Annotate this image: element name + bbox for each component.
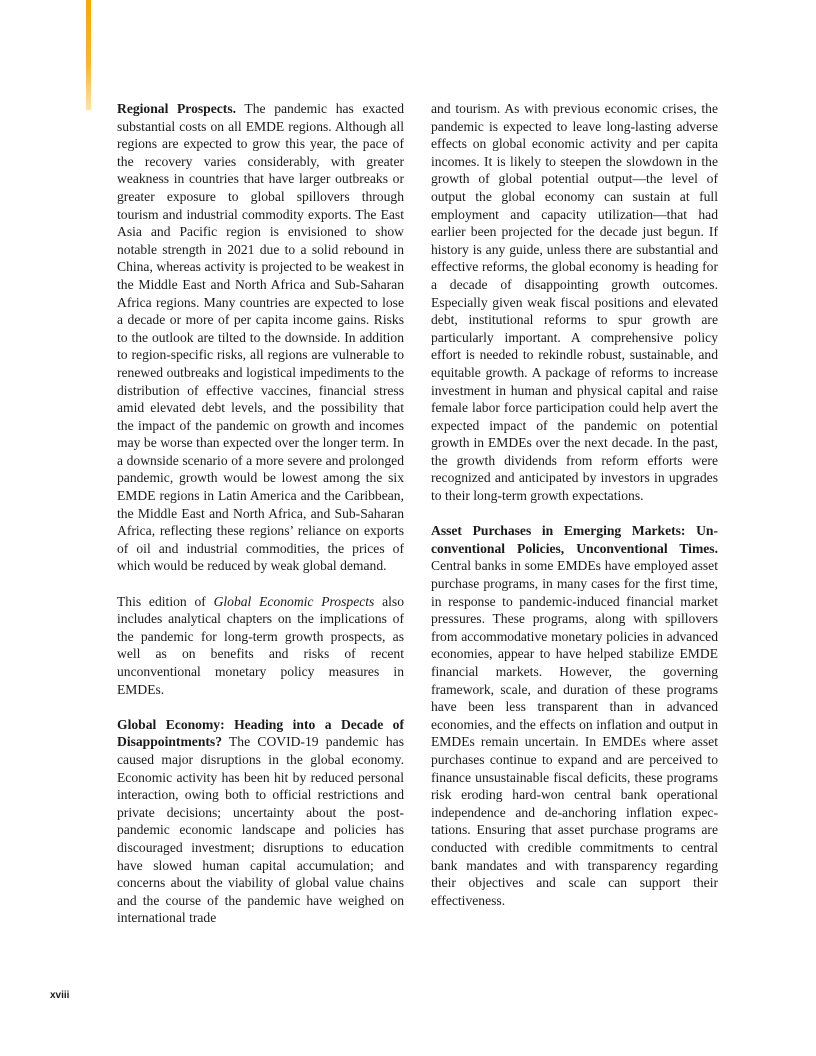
paragraph-edition-note	[117, 593, 404, 699]
heading-asset-purchases: Asset Purchases in Emerging Markets: Unconventional Policies, Unconventional Times.	[431, 523, 718, 556]
paragraph-global-economy	[117, 716, 404, 927]
page-number: xviii	[50, 990, 70, 1001]
body-regional-prospects: The pandemic has exacted substantial costs on all EMDE regions. Although all regions are expected to grow this year, the pace of the recovery varies considerably, with greater weakness in countries that have larger outbreaks or greater exposure to global spillovers through tourism and industrial commodity exports. The East Asia and Pacific region is envisioned to show notable strength in 2021 due to a solid rebound in China, whereas activity is projected to be weakest in the Middle East and North Africa and Sub-Saharan Africa regions. Many countries are expected to lose a decade or more of per capita income gains. Risks to the outlook are tilted to the downside. In addition to region-specific risks, all regions are vulnerable to renewed outbreaks and logistical impediments to the distribution of effective vaccines, financial stress amid elevated debt levels, and the possibility that the impact of the pandemic on growth and incomes may be worse than expected over the longer term. In a downside scenario of a more severe and prolonged pandemic, growth would be lowest among the six EMDE regions in Latin America and the Caribbean, the Middle East and North Africa, and Sub-Saharan Africa, reflecting these regions’ reliance on exports of oil and industrial commodities, the prices of which would be reduced by weak global demand.	[117, 101, 404, 574]
paragraph-regional-prospects	[117, 100, 404, 575]
body-global-economy: The COVID-19 pandemic has caused major disruptions in the global economy. Economic activity has been hit by reduced personal interaction, owing both to official restrictions and private decisions; uncertainty about the post-pandemic economic landscape and policies has discouraged investment; disruptions to education have slowed human capital accumulation; and concerns about the viability of global value chains and the course of the pandemic have weighed on international trade	[117, 734, 404, 926]
body-asset-purchases: Central banks in some EMDEs have employed asset purchase programs, in many cases for the first time, in response to pandemic-induced financial market pressures. These programs, along with spillovers from accommodative monetary policies in advanced economies, appear to have helped stabilize EMDE financial markets. However, the governing framework, scale, and duration of these programs have been less transparent than in advanced economies, and the effects on inflation and output in EMDEs remain uncertain. In EMDEs where asset purchases continue to expand and are perceived to finance unsustainable fiscal deficits, these programs risk eroding hard-won central bank operational independence and de-anchoring inflation expectations. Ensuring that asset purchase programs are conducted with credible commitments to central bank mandates and with transparency regarding their objectives and scale can support their effectiveness.	[431, 558, 718, 908]
edition-note-text-before: This edition of	[117, 593, 214, 609]
paragraph-asset-purchases	[431, 522, 718, 909]
body-global-economy-continued: and tourism. As with previous economic crises, the pandemic is expected to leave long-lasting adverse effects on global economic activity and per capita incomes. It is likely to steepen the slowdown in the growth of global potential output—the level of output the global economy can sustain at full employment and capacity utilization—that had earlier been projected for the decade just begun. If history is any guide, unless there are substantial and effective reforms, the global economy is heading for a decade of disappointing growth outcomes. Especially given weak fiscal positions and elevated debt, institutional reforms to spur growth are particularly important. A comprehensive policy effort is needed to rekindle robust, sustainable, and equitable growth. A package of reforms to increase investment in human and physical capital and raise female labor force participation could help avert the expected impact of the pandemic on potential growth in EMDEs over the next decade. In the past, the growth dividends from reform efforts were recognized and anticipated by investors in upgrades to their long-term growth expectations.	[431, 101, 718, 504]
publication-title: Global Economic Prospects	[213, 593, 375, 609]
paragraph-global-economy-continued	[431, 100, 718, 505]
accent-bar	[86, 0, 91, 110]
left-column	[117, 100, 404, 927]
right-column	[431, 100, 718, 909]
heading-global-economy: Global Economy: Heading into a Decade of Disappointments?	[117, 716, 404, 750]
heading-regional-prospects: Regional Prospects.	[117, 101, 237, 116]
edition-note-text-after: also includes analytical chapters on the implications of the pandemic for long-term growth prospects, as well as on benefits and risks of recent unconventional monetary policy measures in EMDEs.	[117, 593, 404, 697]
